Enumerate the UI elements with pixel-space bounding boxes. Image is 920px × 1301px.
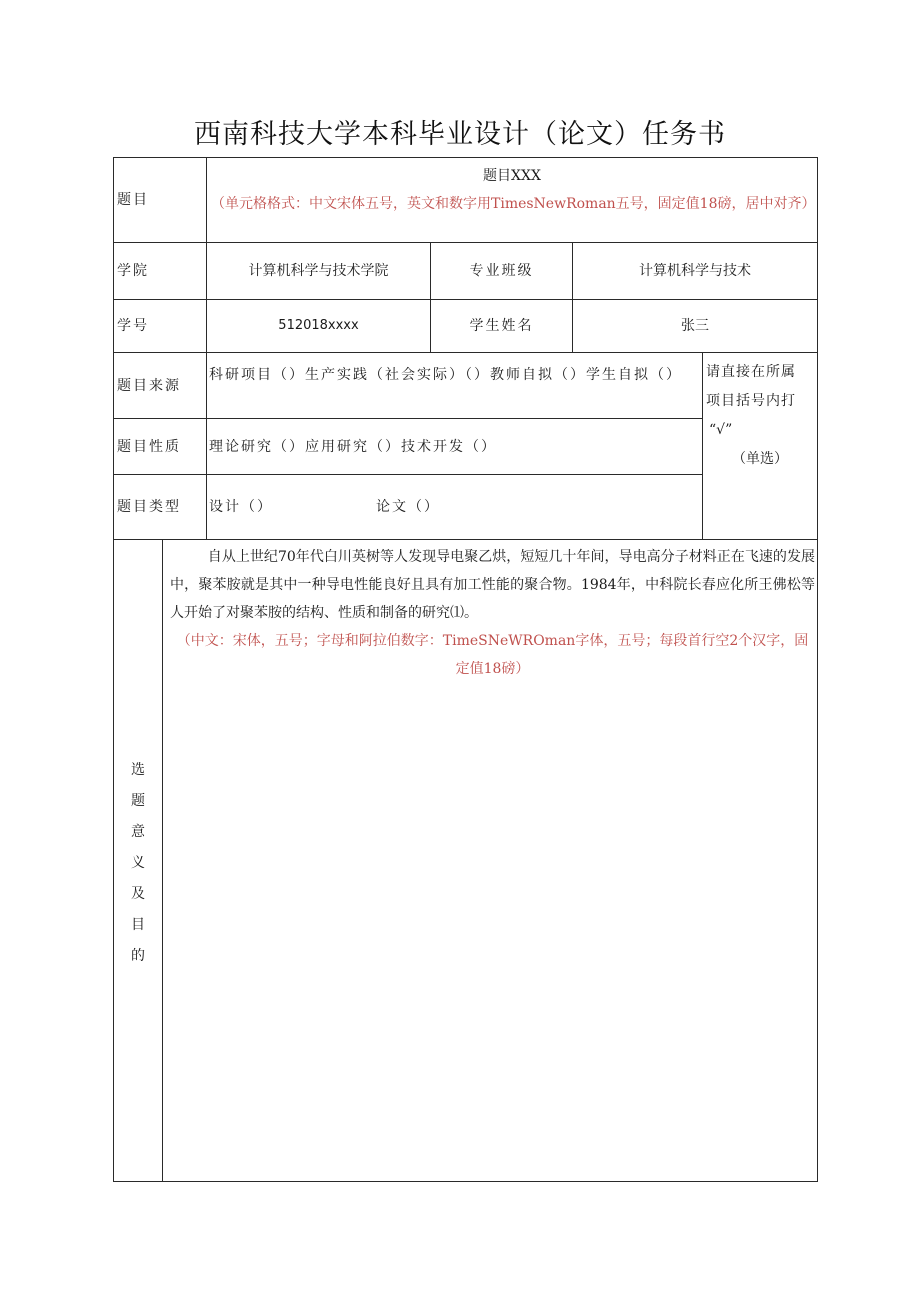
nature-label-cell	[113, 418, 207, 475]
college-label-cell	[113, 242, 207, 300]
type-option-design[interactable]: 设计（）	[209, 499, 273, 515]
significance-char-3: 意	[131, 824, 145, 840]
major-value: 计算机科学与技术	[639, 263, 751, 279]
significance-label-chars	[114, 755, 162, 972]
title-value: 题目XXX	[483, 168, 541, 184]
major-label: 专业班级	[469, 263, 534, 279]
type-label: 题目类型	[117, 499, 181, 515]
instruction-line-2: 项目括号内打	[706, 393, 796, 409]
student-name-label: 学生姓名	[469, 318, 534, 334]
significance-char-6: 目	[131, 917, 145, 933]
significance-char-1: 选	[131, 762, 145, 778]
title-value-cell[interactable]	[206, 157, 818, 243]
instruction-line-1: 请直接在所属	[706, 364, 796, 380]
nature-options: 理论研究（）应用研究（）技术开发（）	[209, 438, 497, 455]
student-name-label-cell	[430, 299, 573, 353]
title-label-cell	[113, 157, 207, 243]
significance-char-5: 及	[131, 886, 145, 902]
student-name-value-cell[interactable]	[572, 299, 818, 353]
major-value-cell[interactable]	[572, 242, 818, 300]
significance-paragraph: 自从上世纪70年代白川英树等人发现导电聚乙烘，短短几十年间，导电高分子材料正在飞速的发展中，聚苯胺就是其中一种导电性能良好且具有加工性能的聚合物。1984年，中科院长春应化所王佛松等人开始了对聚苯胺的结构、性质和制备的研究⑴。	[170, 549, 815, 621]
significance-char-4: 义	[131, 855, 145, 871]
college-label: 学院	[117, 263, 149, 279]
title-label: 题目	[117, 192, 149, 208]
type-options-cell[interactable]	[206, 474, 703, 540]
source-label-cell	[113, 352, 207, 419]
nature-label: 题目性质	[117, 438, 181, 455]
college-value: 计算机科学与技术学院	[248, 263, 389, 279]
significance-char-7: 的	[131, 948, 145, 964]
major-label-cell	[430, 242, 573, 300]
student-id-value: 512018xxxx	[278, 318, 359, 333]
instruction-line-4: （单选）	[732, 451, 788, 467]
source-options: 科研项目（）生产实践（社会实际）（）教师自拟（）学生自拟（）	[209, 367, 682, 383]
source-options-cell[interactable]	[206, 352, 703, 419]
instruction-cell	[702, 352, 818, 540]
nature-options-cell[interactable]	[206, 418, 703, 475]
student-name-value: 张三	[681, 318, 709, 334]
source-label: 题目来源	[117, 377, 181, 394]
college-value-cell[interactable]	[206, 242, 431, 300]
significance-format-note: （中文：宋体，五号；字母和阿拉伯数字：TimeSNeWROman字体，五号；每段首行空2个汉字，固定值18磅）	[176, 633, 809, 677]
significance-label-cell	[113, 539, 163, 1182]
type-option-thesis[interactable]: 论文（）	[376, 499, 440, 515]
student-id-label: 学号	[117, 318, 149, 334]
type-label-cell	[113, 474, 207, 540]
student-id-value-cell[interactable]	[206, 299, 431, 353]
significance-char-2: 题	[131, 793, 145, 809]
student-id-label-cell	[113, 299, 207, 353]
title-format-note: （单元格格式：中文宋体五号，英文和数字用TimesNewRoman五号，固定值18磅，居中对齐）	[211, 196, 816, 212]
significance-content-cell[interactable]	[162, 539, 818, 1182]
page-title: 西南科技大学本科毕业设计（论文）任务书	[194, 119, 726, 150]
instruction-line-3: “√”	[709, 422, 733, 438]
